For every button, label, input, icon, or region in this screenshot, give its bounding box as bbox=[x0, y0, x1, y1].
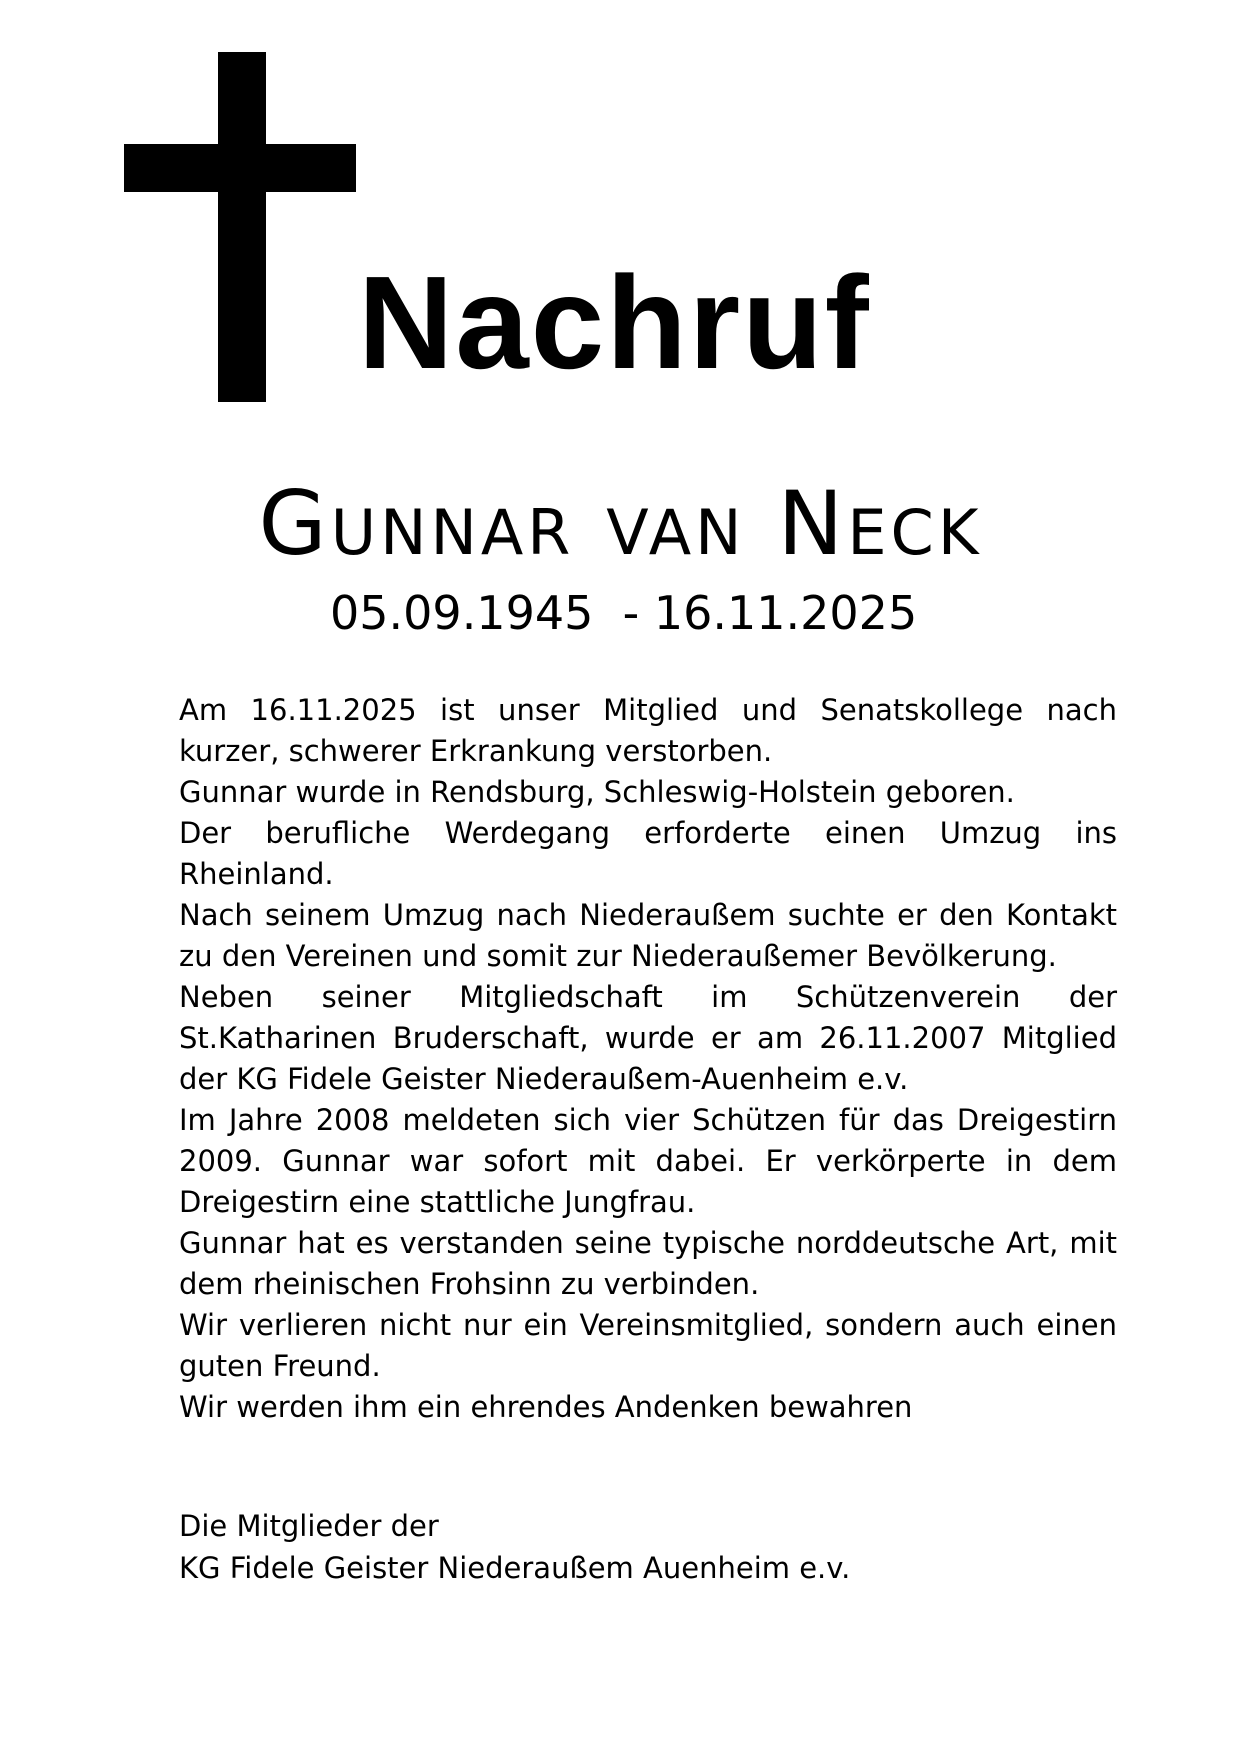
signature-line: Die Mitglieder der bbox=[179, 1509, 439, 1543]
paragraph: Gunnar wurde in Rendsburg, Schleswig-Holstein geboren. bbox=[179, 775, 1015, 809]
signature bbox=[179, 1505, 1117, 1589]
paragraph: Am 16.11.2025 ist unser Mitglied und Senatskollege nach kurzer, schwerer Erkrankung verstorben. bbox=[179, 693, 1117, 768]
deceased-name: Gunnar van Neck bbox=[258, 472, 983, 575]
obituary-text bbox=[179, 690, 1117, 1428]
cross-horizontal-bar bbox=[124, 144, 356, 192]
paragraph: Nach seinem Umzug nach Niederaußem suchte er den Kontakt zu den Vereinen und somit zur Niederaußemer Bevölkerung. bbox=[179, 898, 1117, 973]
paragraph: Gunnar hat es verstanden seine typische norddeutsche Art, mit dem rheinischen Frohsinn zu verbinden. bbox=[179, 1226, 1117, 1301]
paragraph: Neben seiner Mitgliedschaft im Schützenverein der St.Katharinen Bruderschaft, wurde er am 26.11.2007 Mitglied der KG Fidele Geister Niederaußem-Auenheim e.v. bbox=[179, 980, 1117, 1096]
paragraph: Wir verlieren nicht nur ein Vereinsmitglied, sondern auch einen guten Freund. bbox=[179, 1308, 1117, 1383]
page-title: Nachruf bbox=[358, 249, 871, 396]
signature-club-name: KG Fidele Geister Niederaußem Auenheim e.v. bbox=[179, 1551, 851, 1585]
paragraph: Im Jahre 2008 meldeten sich vier Schützen für das Dreigestirn 2009. Gunnar war sofort mit dabei. Er verkörperte in dem Dreigestirn eine stattliche Jungfrau. bbox=[179, 1103, 1117, 1219]
paragraph: Der berufliche Werdegang erforderte einen Umzug ins Rheinland. bbox=[179, 816, 1117, 891]
cross-vertical-bar bbox=[218, 52, 266, 402]
paragraph: Wir werden ihm ein ehrendes Andenken bewahren bbox=[179, 1390, 913, 1424]
life-dates: 05.09.1945 - 16.11.2025 bbox=[330, 586, 918, 640]
